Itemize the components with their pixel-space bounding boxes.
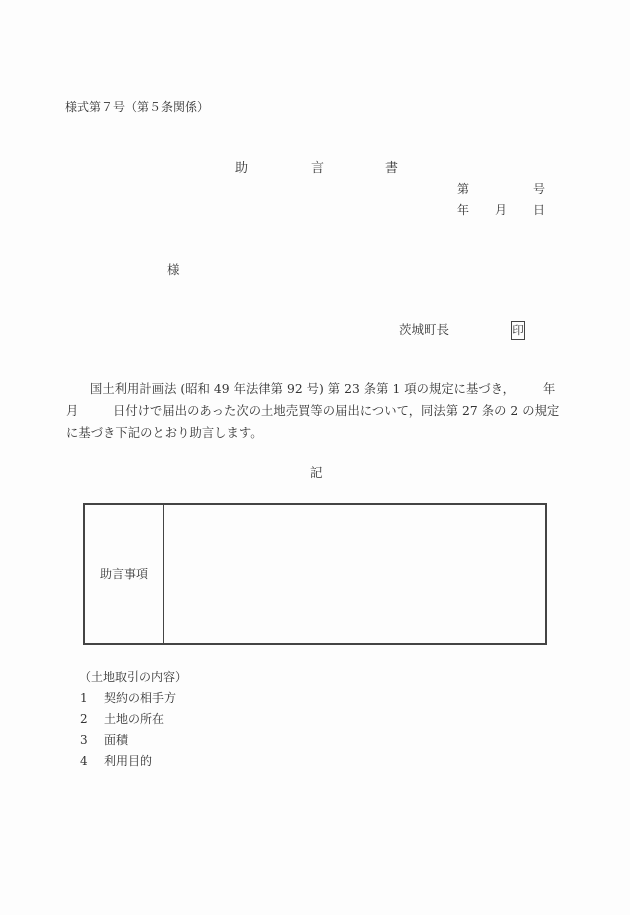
transaction-item-number: 4 xyxy=(80,754,88,768)
body-text-line-1: 国土利用計画法 (昭和 49 年法律第 92 号) 第 23 条第 1 項の規定に基づき， xyxy=(90,382,515,396)
transaction-item-label: 契約の相手方 xyxy=(104,691,177,705)
body-month-label: 月 xyxy=(66,404,79,418)
transaction-item-label: 面積 xyxy=(104,733,129,747)
date-year-label: 年 xyxy=(457,203,470,217)
body-year-label: 年 xyxy=(543,382,556,396)
advice-label-cell: 助言事項 xyxy=(85,505,164,643)
transaction-header: （土地取引の内容） xyxy=(79,670,188,684)
date-day-label: 日 xyxy=(533,203,546,217)
transaction-item-number: 3 xyxy=(80,733,88,747)
document-number-suffix: 号 xyxy=(533,182,546,196)
advice-table xyxy=(83,503,547,645)
transaction-item-number: 2 xyxy=(80,712,88,726)
body-text-line-3: に基づき下記のとおり助言します。 xyxy=(66,426,263,440)
transaction-item xyxy=(80,734,128,746)
document-title-char-2: 言 xyxy=(311,161,325,176)
body-text-line-2: 日付けで届出のあった次の土地売買等の届出について，同法第 27 条の 2 の規定 xyxy=(113,404,560,418)
transaction-item-label: 利用目的 xyxy=(104,754,153,768)
seal-mark: 印 xyxy=(511,321,525,340)
advice-content-cell xyxy=(164,505,545,643)
transaction-item xyxy=(80,713,164,725)
transaction-item-number: 1 xyxy=(80,691,88,705)
addressee-honorific: 様 xyxy=(167,262,180,277)
date-month-label: 月 xyxy=(495,203,508,217)
document-number-prefix: 第 xyxy=(457,182,470,196)
document-title-char-1: 助 xyxy=(235,161,249,176)
transaction-item xyxy=(80,692,176,704)
ki-heading: 記 xyxy=(310,465,323,480)
document-title-char-3: 書 xyxy=(385,161,399,176)
sender-name: 茨城町長 xyxy=(399,322,450,337)
transaction-item xyxy=(80,755,152,767)
transaction-item-label: 土地の所在 xyxy=(104,712,165,726)
form-number: 様式第７号（第５条関係） xyxy=(65,100,210,114)
